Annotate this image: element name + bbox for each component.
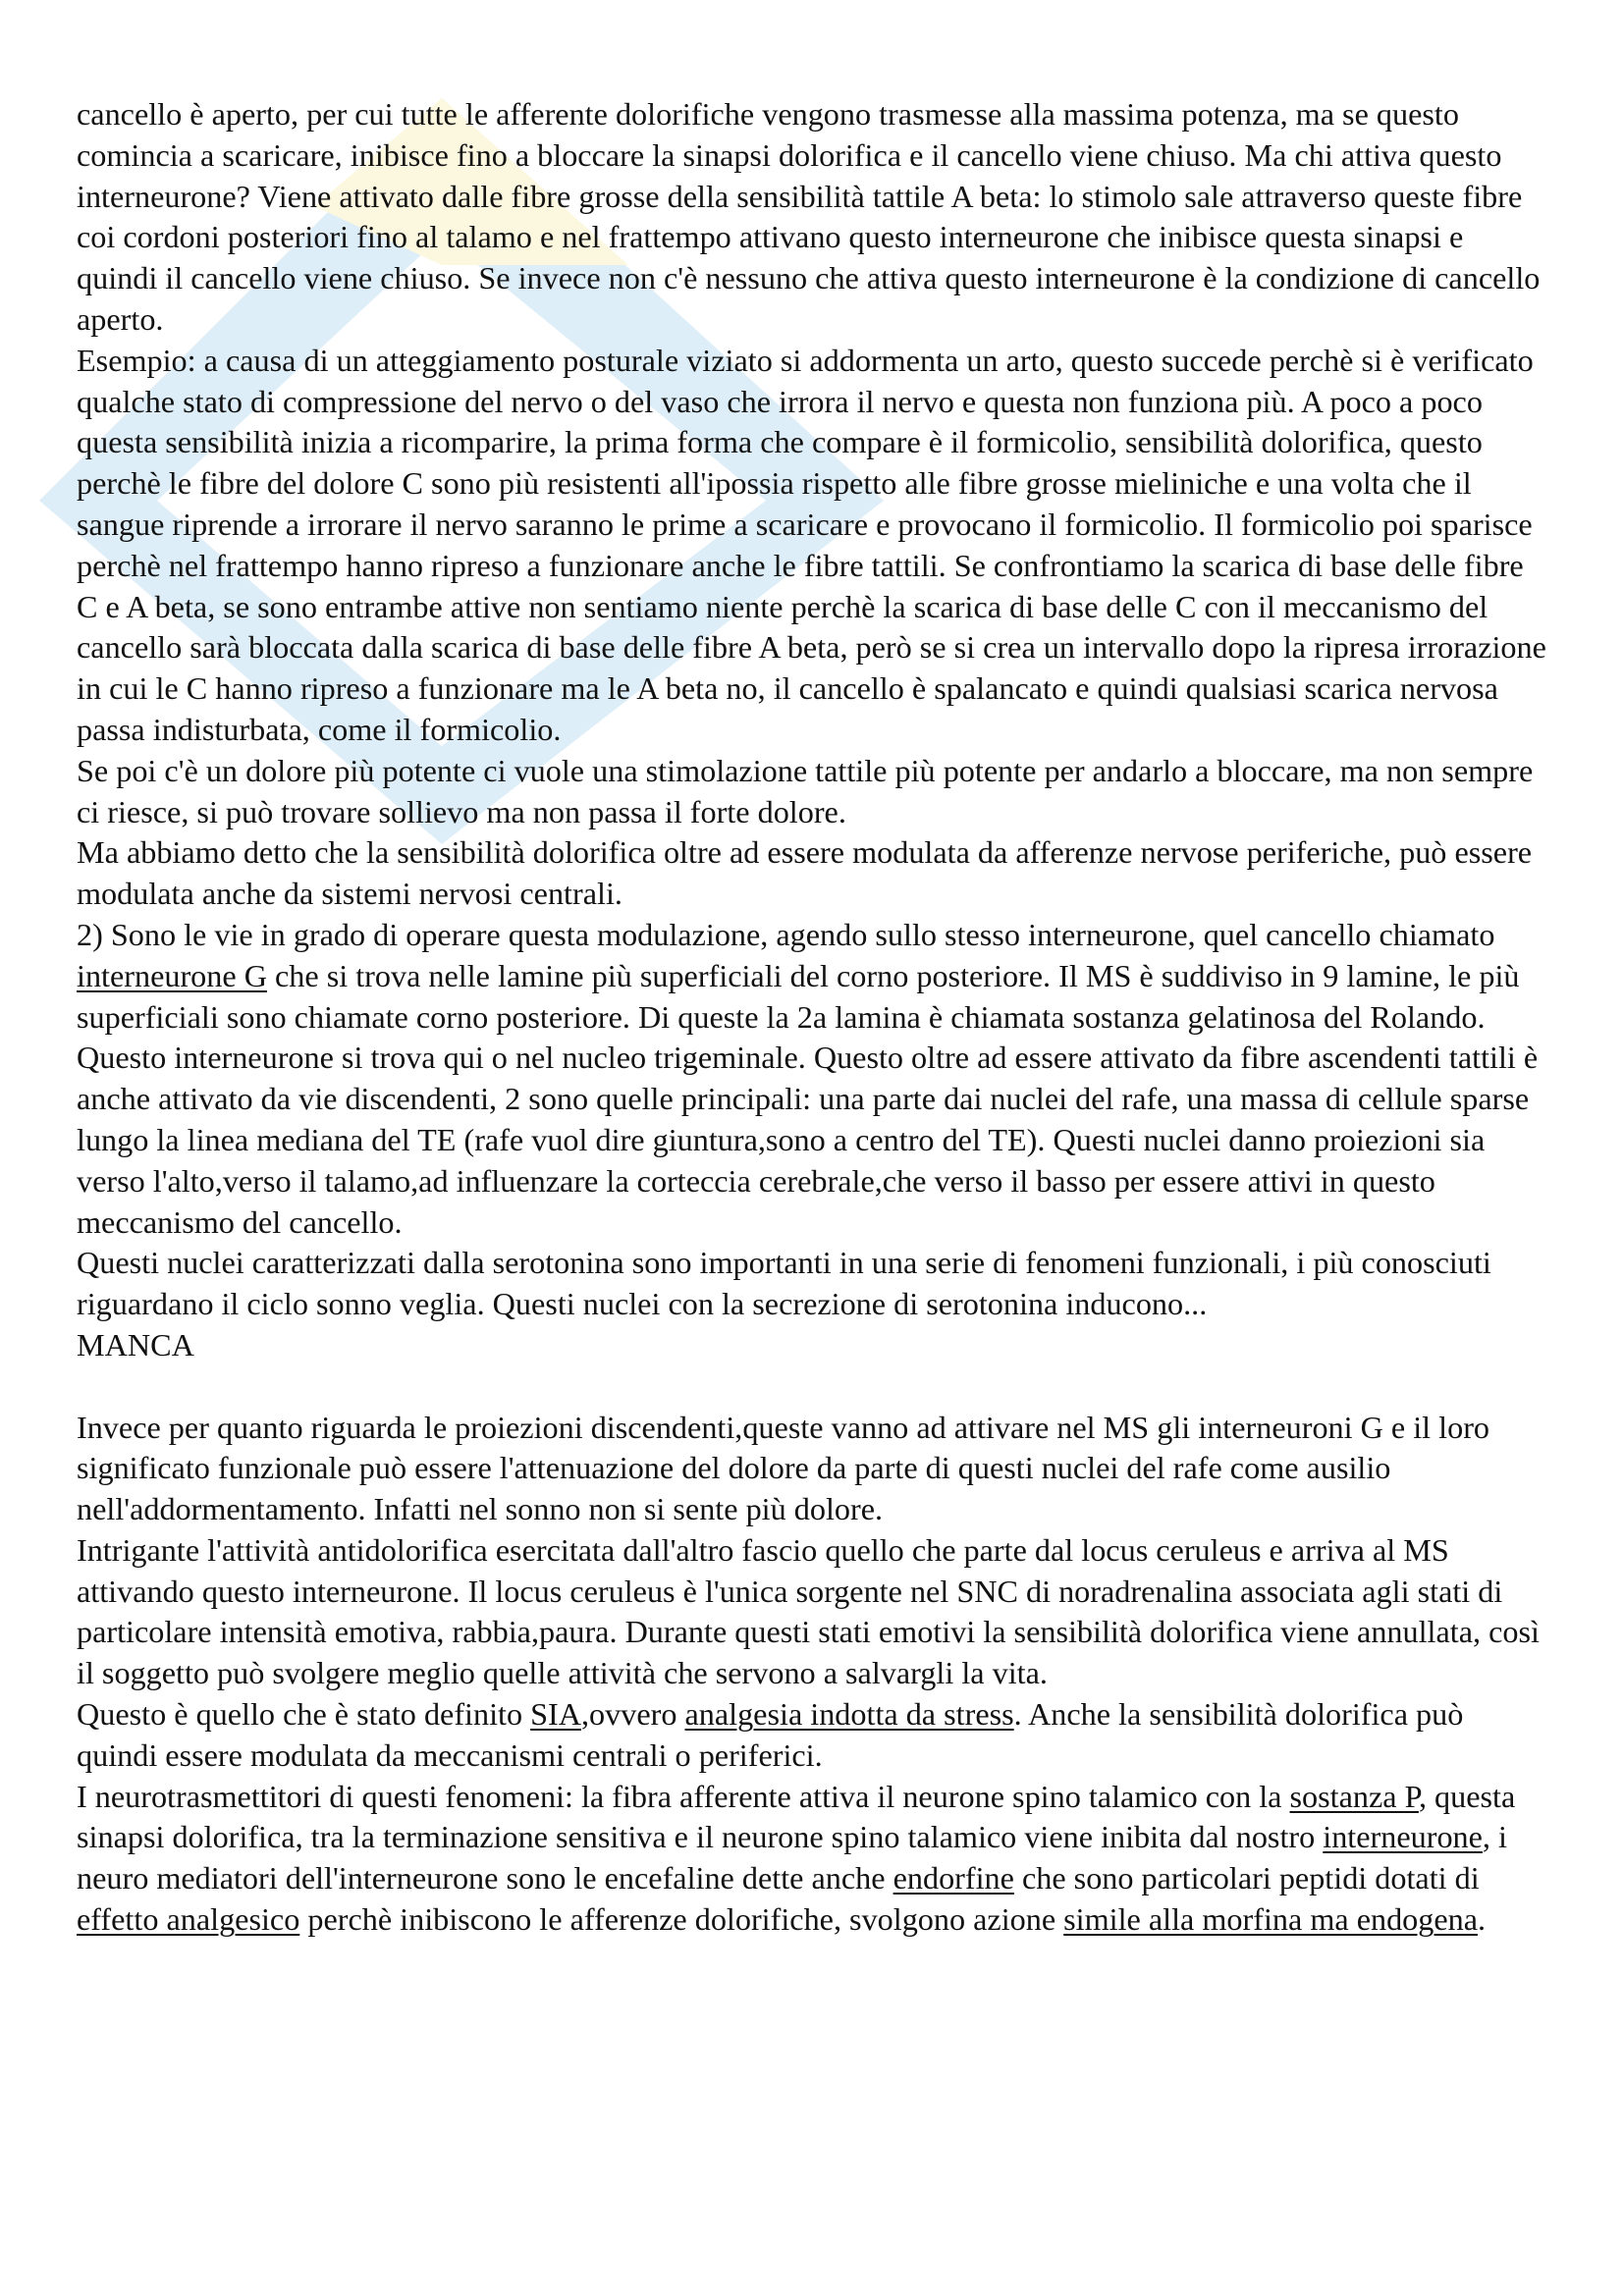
text-run: Esempio: a causa di un atteggiamento posturale viziato si addormenta un arto, questo succede perchè si è verificato qualche stato di compressione del nervo o del vaso che irrora il nervo e questa non funziona più. A poco a poco questa sensibilità inizia a ricomparire, la prima forma che compare è il formicolio, sensibilità dolorifica, questo perchè le fibre del dolore C sono più resistenti all'ipossia rispetto alle fibre grosse mieliniche e una volta che il sangue riprende a irrorare il nervo saranno le prime a scaricare e provocano il formicolio. Il formicolio poi sparisce perchè nel frattempo hanno ripreso a funzionare anche le fibre tattili. Se confrontiamo la scarica di base delle fibre C e A beta, se sono entrambe attive non sentiamo niente perchè la scarica di base delle C con il meccanismo del cancello sarà bloccata dalla scarica di base delle fibre A beta, però se si crea un intervallo dopo la ripresa irrorazione in cui le C hanno ripreso a funzionare ma le A beta no, il cancello è spalancato e quindi qualsiasi scarica nervosa passa indisturbata, come il formicolio. <box>77 342 1554 747</box>
text-run: , i neuro mediatori dell'interneurone sono le encefaline dette anche <box>77 1819 1516 1896</box>
text-run: che si trova nelle lamine più superficiali del corno posteriore. Il MS è suddiviso in 9 lamine, le più superficiali sono chiamate corno posteriore. Di queste la 2a lamina è chiamata sostanza gelatinosa del Rolando. Questo interneurone si trova qui o nel nucleo trigeminale. Questo oltre ad essere attivato da fibre ascendenti tattili è anche attivato da vie discendenti, 2 sono quelle principali: una parte dai nuclei del rafe, una massa di cellule sparse lungo la linea mediana del TE (rafe vuol dire giuntura,sono a centro del TE). Questi nuclei danno proiezioni sia verso l'alto,verso il talamo,ad influenzare la corteccia cerebrale,che verso il basso per essere attivi in questo meccanismo del cancello. <box>77 957 1546 1240</box>
text-run: Questo è quello che è stato definito <box>77 1696 531 1733</box>
underlined-term: effetto analgesico <box>77 1901 300 1938</box>
text-run: MANCA <box>77 1326 194 1362</box>
text-run: . <box>1478 1901 1487 1938</box>
underlined-term: interneurone <box>1323 1819 1483 1855</box>
paragraph <box>77 94 1549 341</box>
text-run: . Anche la sensibilità dolorifica può quindi essere modulata da meccanismi centrali o periferici. <box>77 1696 1472 1773</box>
text-run: cancello è aperto, per cui tutte le afferente dolorifiche vengono trasmesse alla massima potenza, ma se questo comincia a scaricare, inibisce fino a bloccare la sinapsi dolorifica e il cancello viene chiuso. Ma chi attiva questo interneurone? Viene attivato dalle fibre grosse della sensibilità tattile A beta: lo stimolo sale attraverso queste fibre coi cordoni posteriori fino al talamo e nel frattempo attivano questo interneurone che inibisce questa sinapsi e quindi il cancello viene chiuso. Se invece non c'è nessuno che attiva questo interneurone è la condizione di cancello aperto. <box>77 96 1548 337</box>
paragraph <box>77 1325 1549 1366</box>
text-run: Intrigante l'attività antidolorifica esercitata dall'altro fascio quello che parte dal locus ceruleus e arriva al MS attivando questo interneurone. Il locus ceruleus è l'unica sorgente nel SNC di noradrenalina associata agli stati di particolare intensità emotiva, rabbia,paura. Durante questi stati emotivi la sensibilità dolorifica viene annullata, così il soggetto può svolgere meglio quelle attività che servono a salvargli la vita. <box>77 1531 1548 1691</box>
underlined-term: SIA <box>530 1696 581 1733</box>
paragraph <box>77 751 1549 833</box>
document-body <box>77 94 1554 1941</box>
text-run: I neurotrasmettitori di questi fenomeni: la fibra afferente attiva il neurone spino talamico con la <box>77 1778 1290 1814</box>
paragraph <box>77 1366 1549 1408</box>
underlined-term: endorfine <box>893 1860 1014 1896</box>
text-run: Invece per quanto riguarda le proiezioni discendenti,queste vanno ad attivare nel MS gli interneuroni G e il loro significato funzionale può essere l'attenuazione del dolore da parte di questi nuclei del rafe come ausilio nell'addormentamento. Infatti nel sonno non si sente più dolore. <box>77 1409 1498 1527</box>
text-run: Se poi c'è un dolore più potente ci vuole una stimolazione tattile più potente per andarlo a bloccare, ma non sempre ci riesce, si può trovare sollievo ma non passa il forte dolore. <box>77 752 1542 829</box>
paragraph <box>77 1777 1549 1941</box>
paragraph <box>77 915 1549 1243</box>
paragraph <box>77 1243 1549 1325</box>
underlined-term: analgesia indotta da stress <box>684 1696 1014 1733</box>
text-run: che sono particolari peptidi dotati di <box>1013 1860 1488 1896</box>
underlined-term: sostanza P <box>1289 1778 1419 1814</box>
paragraph <box>77 832 1549 915</box>
paragraph <box>77 1694 1549 1777</box>
text-run: ,ovvero <box>581 1696 685 1733</box>
underlined-term: simile alla morfina ma endogena <box>1063 1901 1479 1938</box>
text-run: 2) Sono le vie in grado di operare questa modulazione, agendo sullo stesso interneurone, quel cancello chiamato <box>77 916 1503 952</box>
text-run: Questi nuclei caratterizzati dalla serotonina sono importanti in una serie di fenomeni funzionali, i più conosciuti riguardano il ciclo sonno veglia. Questi nuclei con la secrezione di serotonina inducono... <box>77 1245 1499 1322</box>
text-run: perchè inibiscono le afferenze dolorifiche, svolgono azione <box>299 1901 1064 1938</box>
text-run: Ma abbiamo detto che la sensibilità dolorifica oltre ad essere modulata da afferenze nervose periferiche, può essere modulata anche da sistemi nervosi centrali. <box>77 834 1541 912</box>
text-run: , questa sinapsi dolorifica, tra la terminazione sensitiva e il neurone spino talamico viene inibita dal nostro <box>77 1778 1524 1855</box>
paragraph <box>77 1408 1549 1530</box>
paragraph <box>77 1530 1549 1694</box>
paragraph <box>77 341 1554 751</box>
underlined-term: interneurone G <box>77 957 267 993</box>
